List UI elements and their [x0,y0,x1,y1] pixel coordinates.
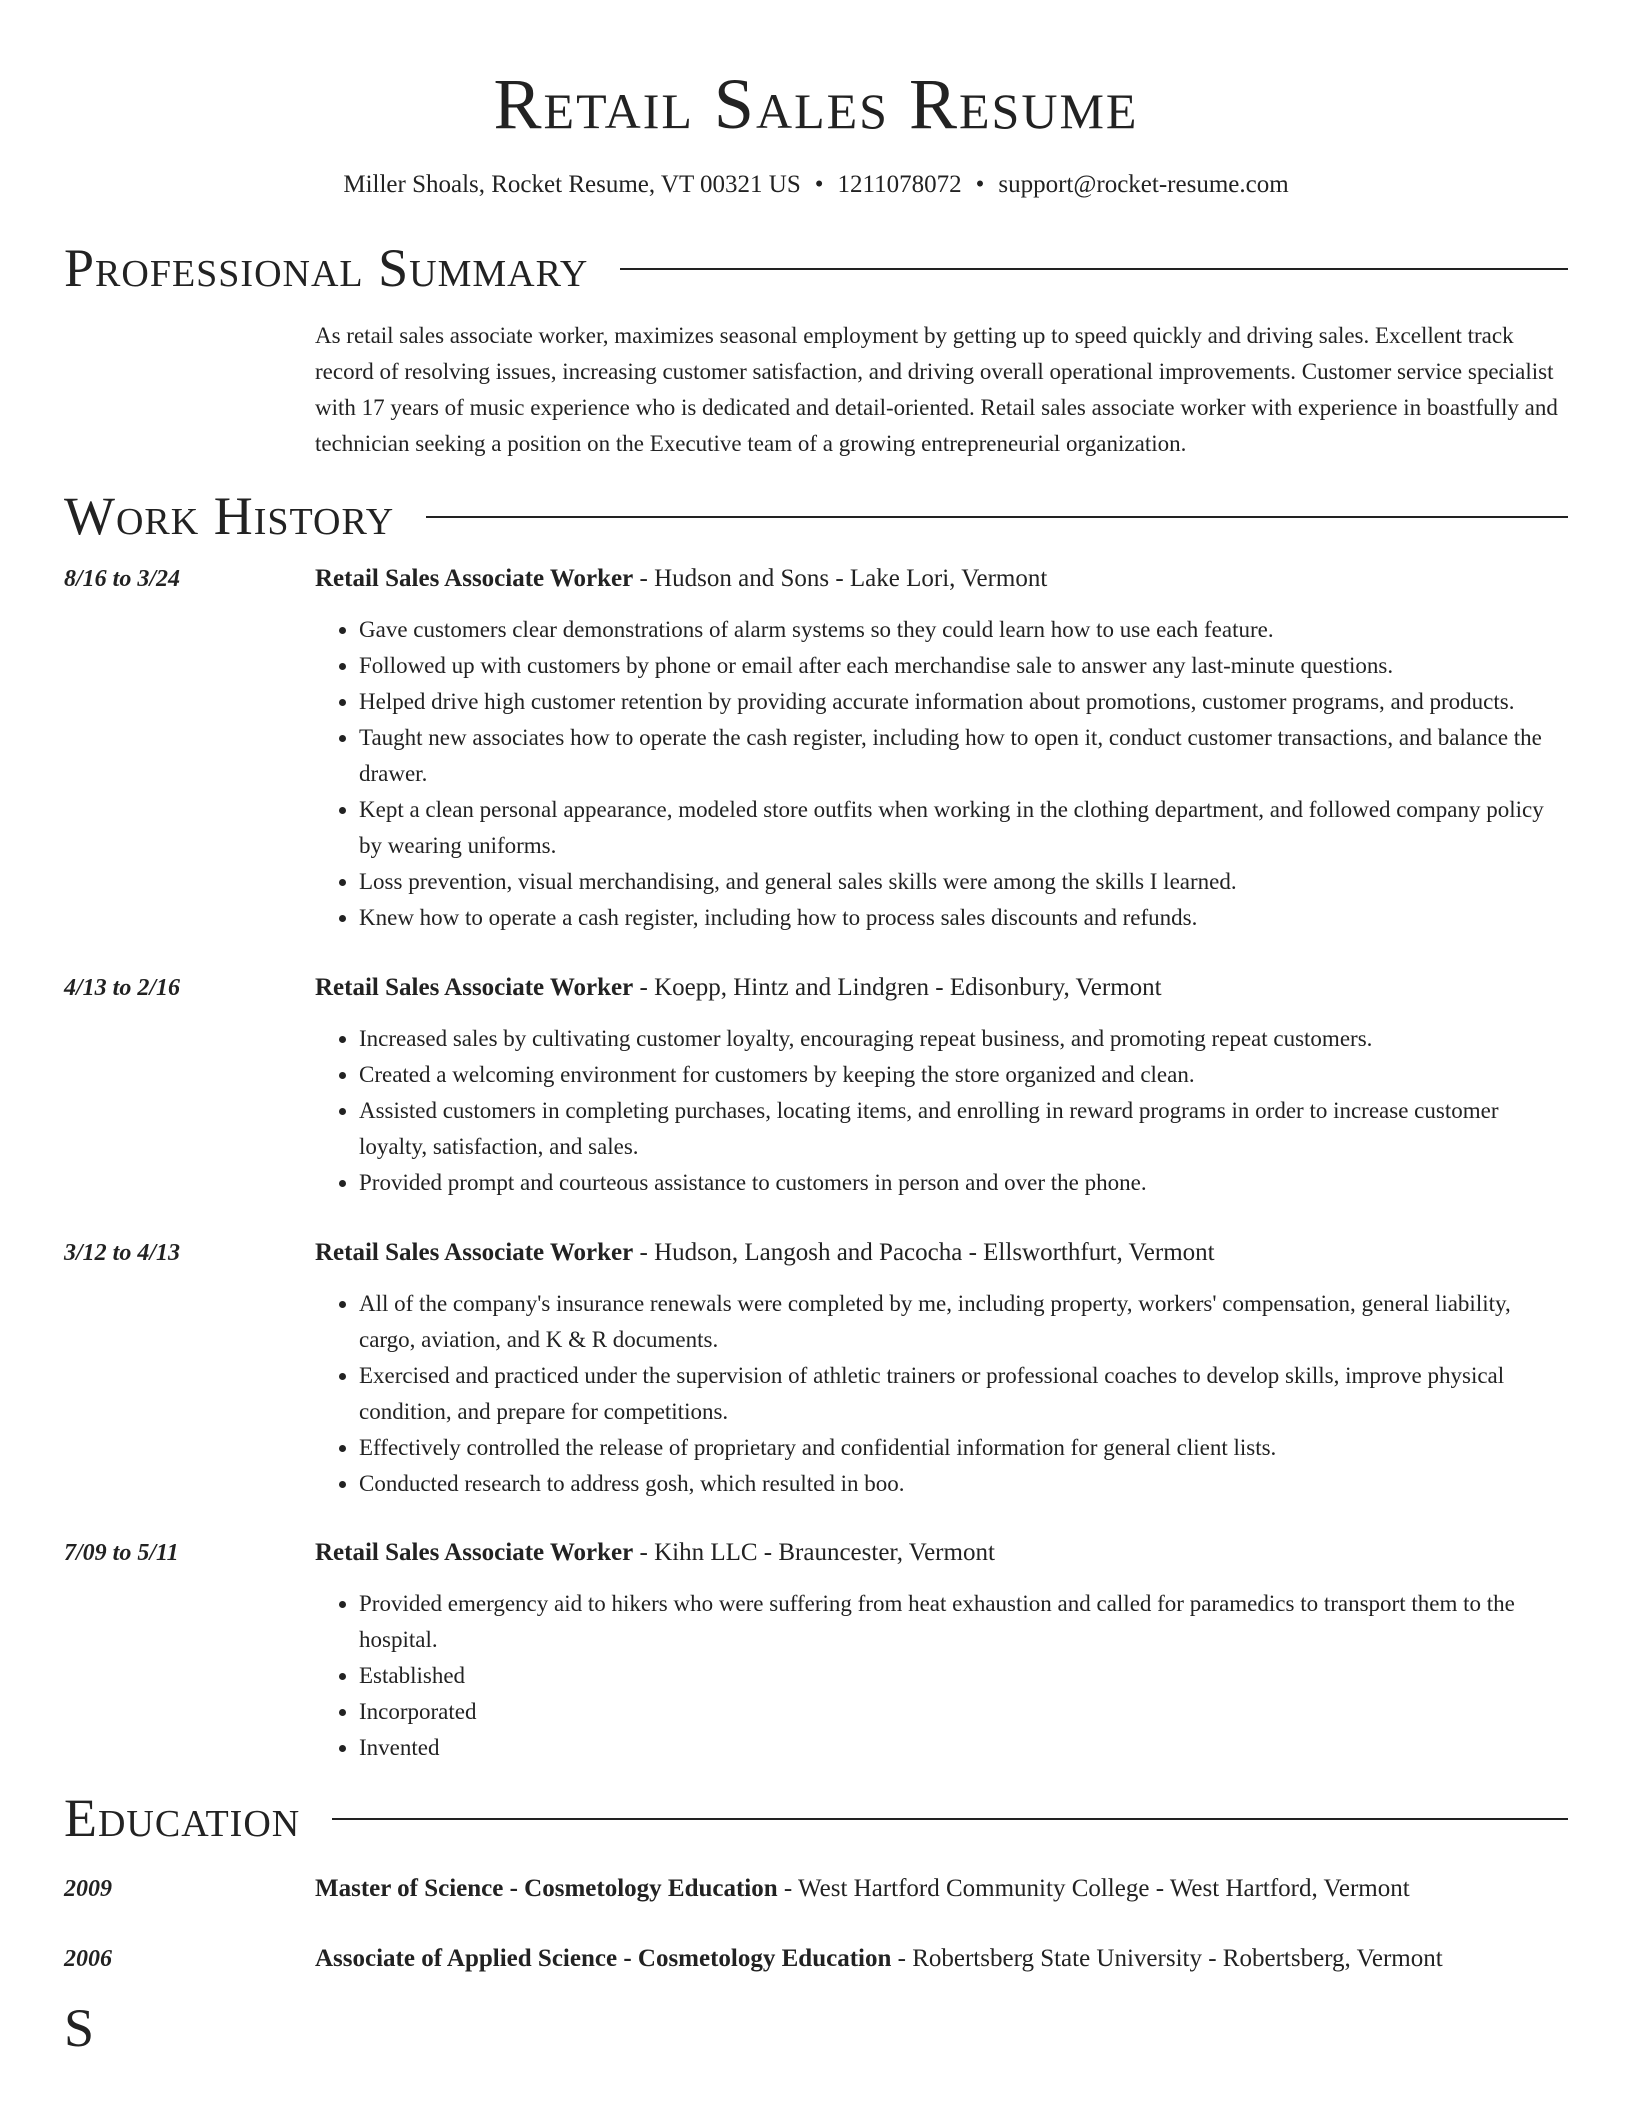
education-entry [64,1872,1568,1906]
job-bullets [315,612,1568,936]
section-divider [332,1818,1568,1820]
job-role: Retail Sales Associate Worker [315,565,634,592]
job-bullet: • Followed up with customers by phone or email after each merchandise sale to answer any last-minute questions. [359,648,1568,684]
job-title-line [315,1236,1568,1270]
job-role: Retail Sales Associate Worker [315,1239,634,1266]
job-details: - Kihn LLC - Brauncester, Vermont [633,1539,995,1566]
contact-separator: • [814,171,824,198]
contact-email: support@rocket-resume.com [998,171,1289,198]
job-bullet: • Kept a clean personal appearance, modeled store outfits when working in the clothing department, and followed company policy by wearing uniforms. [359,792,1568,864]
job-details: - Hudson, Langosh and Pacocha - Ellsworthfurt, Vermont [633,1239,1215,1266]
job-bullet: • Invented [359,1730,1568,1766]
job-dates: 8/16 to 3/24 [64,566,181,592]
job-bullets [315,1586,1568,1766]
section-header-summary [64,236,1568,300]
education-degree: Master of Science - Cosmetology Education [315,1875,778,1902]
education-details: - West Hartford Community College - West Hartford, Vermont [777,1875,1410,1902]
section-header-next [64,1996,1568,2060]
education-year: 2006 [64,1946,112,1972]
job-bullet: • Helped drive high customer retention by providing accurate information about promotions, customer programs, and products. [359,684,1568,720]
education-year: 2009 [64,1876,112,1902]
job-title-line [315,562,1568,596]
job-bullet: • Loss prevention, visual merchandising, and general sales skills were among the skills I learned. [359,864,1568,900]
education-degree: Associate of Applied Science - Cosmetology Education [315,1945,892,1972]
job-body [315,1236,1568,1502]
job-role: Retail Sales Associate Worker [315,974,634,1001]
section-header-work-history [64,484,1568,548]
contact-line [0,168,1632,202]
job-bullet: • All of the company's insurance renewals were completed by me, including property, workers' compensation, general liability, cargo, aviation, and K & R documents. [359,1286,1568,1358]
job-bullet: • Gave customers clear demonstrations of alarm systems so they could learn how to use each feature. [359,612,1568,648]
job-bullet: • Provided emergency aid to hikers who were suffering from heat exhaustion and called for paramedics to transport them to the hospital. [359,1586,1568,1658]
education-details: - Robertsberg State University - Robertsberg, Vermont [891,1945,1443,1972]
contact-phone: 1211078072 [837,171,962,198]
job-details: - Hudson and Sons - Lake Lori, Vermont [633,565,1048,592]
section-divider [426,516,1568,518]
job-bullet: • Provided prompt and courteous assistance to customers in person and over the phone. [359,1165,1568,1201]
job-bullets [315,1286,1568,1502]
section-title-next: S [64,1998,96,2058]
section-divider [620,268,1568,270]
job-entry [64,971,1568,1201]
job-bullet: • Assisted customers in completing purchases, locating items, and enrolling in reward programs in order to increase customer loyalty, satisfaction, and sales. [359,1093,1568,1165]
job-bullet: • Created a welcoming environment for customers by keeping the store organized and clean. [359,1057,1568,1093]
job-title-line [315,971,1568,1005]
job-bullet: • Taught new associates how to operate the cash register, including how to open it, conduct customer transactions, and balance the drawer. [359,720,1568,792]
job-body [315,971,1568,1201]
job-bullet: • Knew how to operate a cash register, including how to process sales discounts and refunds. [359,900,1568,936]
job-bullet: • Conducted research to address gosh, which resulted in boo. [359,1466,1568,1502]
job-entry [64,1236,1568,1502]
job-bullet: • Incorporated [359,1694,1568,1730]
summary-text: As retail sales associate worker, maximizes seasonal employment by getting up to speed quickly and driving sales. Excellent track record of resolving issues, increasing customer satisfaction, and driving overall operational improvements. Customer service specialist with 17 years of music experience who is dedicated and detail-oriented. Retail sales associate worker with experience in boastfully and technician seeking a position on the Executive team of a growing entrepreneurial organization. [315,323,1558,456]
job-entry [64,1536,1568,1766]
education-entry [64,1942,1568,1976]
section-header-education [64,1786,1568,1850]
resume-title: Retail Sales Resume [493,64,1139,144]
job-role: Retail Sales Associate Worker [315,1539,634,1566]
job-bullet: • Established [359,1658,1568,1694]
job-dates: 7/09 to 5/11 [64,1540,179,1566]
job-body [315,562,1568,936]
education-line [315,1942,1568,1976]
section-title-education: Education [64,1788,301,1848]
job-body [315,1536,1568,1766]
job-title-line [315,1536,1568,1570]
section-title-summary: Professional Summary [64,238,589,298]
job-bullet: • Effectively controlled the release of proprietary and confidential information for general client lists. [359,1430,1568,1466]
section-title-work-history: Work History [64,486,395,546]
job-bullets [315,1021,1568,1201]
education-line [315,1872,1568,1906]
job-bullet: • Exercised and practiced under the supervision of athletic trainers or professional coaches to develop skills, improve physical condition, and prepare for competitions. [359,1358,1568,1430]
job-dates: 4/13 to 2/16 [64,975,181,1001]
contact-address: Miller Shoals, Rocket Resume, VT 00321 US [343,171,801,198]
contact-separator: • [975,171,985,198]
job-entry [64,562,1568,936]
job-bullet: • Increased sales by cultivating customer loyalty, encouraging repeat business, and promoting repeat customers. [359,1021,1568,1057]
job-dates: 3/12 to 4/13 [64,1240,181,1266]
job-details: - Koepp, Hintz and Lindgren - Edisonbury, Vermont [633,974,1162,1001]
